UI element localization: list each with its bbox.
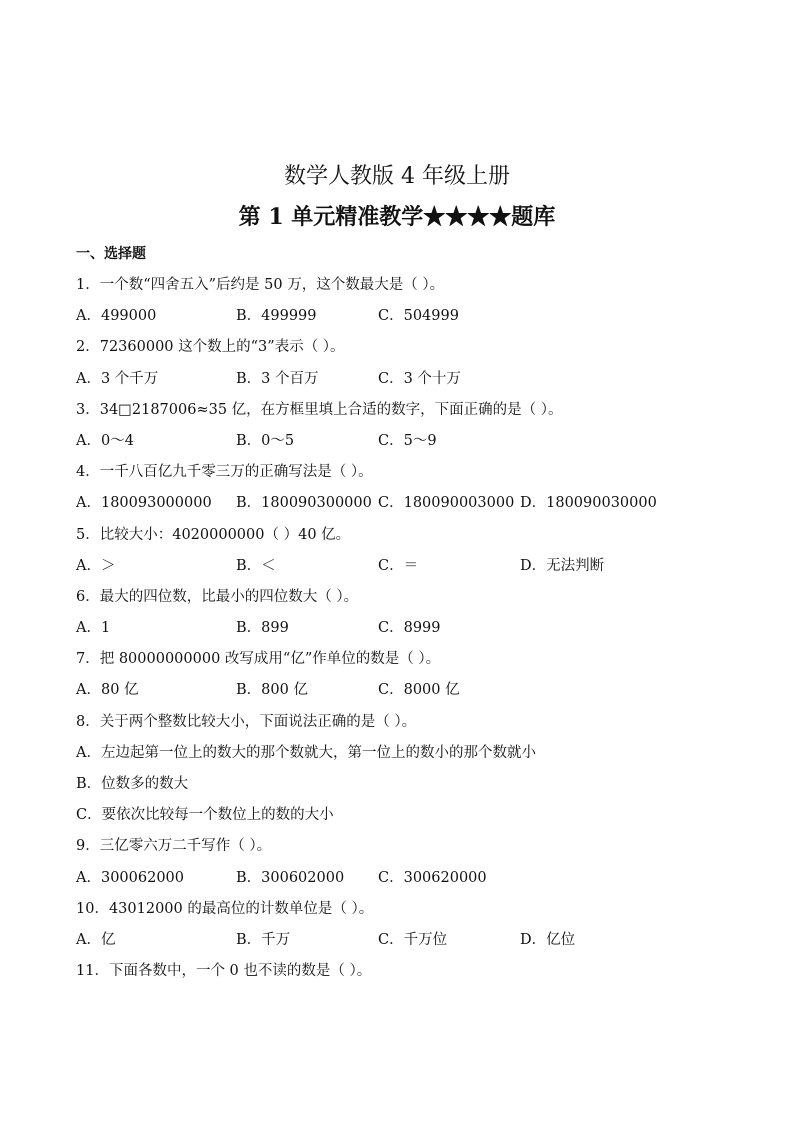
option-row xyxy=(76,675,756,706)
option-a: A．3 个千万 xyxy=(76,370,159,387)
option-c: C．8999 xyxy=(378,620,441,637)
question-stem: 4．一千八百亿九千零三万的正确写法是（ ）。 xyxy=(76,464,373,481)
option-b: B．千万 xyxy=(236,931,291,948)
option-b: B．3 个百万 xyxy=(236,370,319,387)
option-c: C．300620000 xyxy=(378,869,487,886)
option-c: C．8000 亿 xyxy=(378,682,460,699)
option-b: B．0～5 xyxy=(236,432,295,449)
option-c: C．504999 xyxy=(378,308,459,325)
option-a: A．80 亿 xyxy=(76,682,139,699)
option-row xyxy=(76,488,756,519)
worksheet-title: 数学人教版 4 年级上册 xyxy=(284,164,510,189)
option-a: A．0～4 xyxy=(76,432,134,449)
option-a: A．180093000000 xyxy=(76,495,212,512)
question-stem: 9．三亿零六万二千写作（ ）。 xyxy=(76,838,272,855)
option-c: C．千万位 xyxy=(378,931,448,948)
question-stem: 10．43012000 的最高位的计数单位是（ ）。 xyxy=(76,900,374,917)
question-stem: 7．把 80000000000 改写成用“亿”作单位的数是（ ）。 xyxy=(76,651,441,668)
option-b: B．800 亿 xyxy=(236,682,308,699)
option-row xyxy=(76,551,756,582)
option-c: C．＝ xyxy=(378,557,419,574)
option-row xyxy=(76,364,756,395)
option-b: B．180090300000 xyxy=(236,495,372,512)
option-c: C．180090003000 xyxy=(378,495,515,512)
option-c: C．5～9 xyxy=(378,432,437,449)
option-row xyxy=(76,426,756,457)
option-row xyxy=(76,613,756,644)
option-d: D．180090030000 xyxy=(520,495,657,512)
option-a: A．左边起第一位上的数大的那个数就大，第一位上的数小的那个数就小 xyxy=(76,744,536,761)
option-a: A．300062000 xyxy=(76,869,184,886)
question-list xyxy=(76,270,756,987)
option-b: B．499999 xyxy=(236,308,317,325)
option-a: A．1 xyxy=(76,620,111,637)
worksheet-subtitle: 第 1 单元精准教学★★★★题库 xyxy=(238,204,556,230)
question-stem: 11．下面各数中，一个 0 也不读的数是（ ）。 xyxy=(76,963,372,980)
question-stem: 3．34□2187006≈35 亿，在方框里填上合适的数字，下面正确的是（ ）。 xyxy=(76,401,563,418)
option-a: A．499000 xyxy=(76,308,157,325)
question-stem: 2．72360000 这个数上的“3”表示（ ）。 xyxy=(76,339,345,356)
option-d: D．无法判断 xyxy=(520,557,605,574)
question-stem: 1．一个数“四舍五入”后约是 50 万，这个数最大是（ ）。 xyxy=(76,277,445,293)
option-b: B．位数多的数大 xyxy=(76,776,189,792)
option-b: B．＜ xyxy=(236,557,276,574)
section-heading: 一、选择题 xyxy=(76,246,146,262)
option-row xyxy=(76,925,756,956)
option-a: A．亿 xyxy=(76,931,116,948)
question-stem: 5．比较大小：4020000000（ ）40 亿。 xyxy=(76,526,351,543)
option-d: D．亿位 xyxy=(520,931,576,948)
question-stem: 8．关于两个整数比较大小，下面说法正确的是（ ）。 xyxy=(76,713,417,730)
option-c: C．要依次比较每一个数位上的数的大小 xyxy=(76,807,334,824)
option-b: B．899 xyxy=(236,620,289,637)
option-b: B．300602000 xyxy=(236,869,345,886)
option-row xyxy=(76,301,756,332)
option-c: C．3 个十万 xyxy=(378,370,461,387)
question-stem: 6．最大的四位数，比最小的四位数大（ ）。 xyxy=(76,588,359,605)
option-row xyxy=(76,863,756,894)
option-a: A．＞ xyxy=(76,557,116,574)
